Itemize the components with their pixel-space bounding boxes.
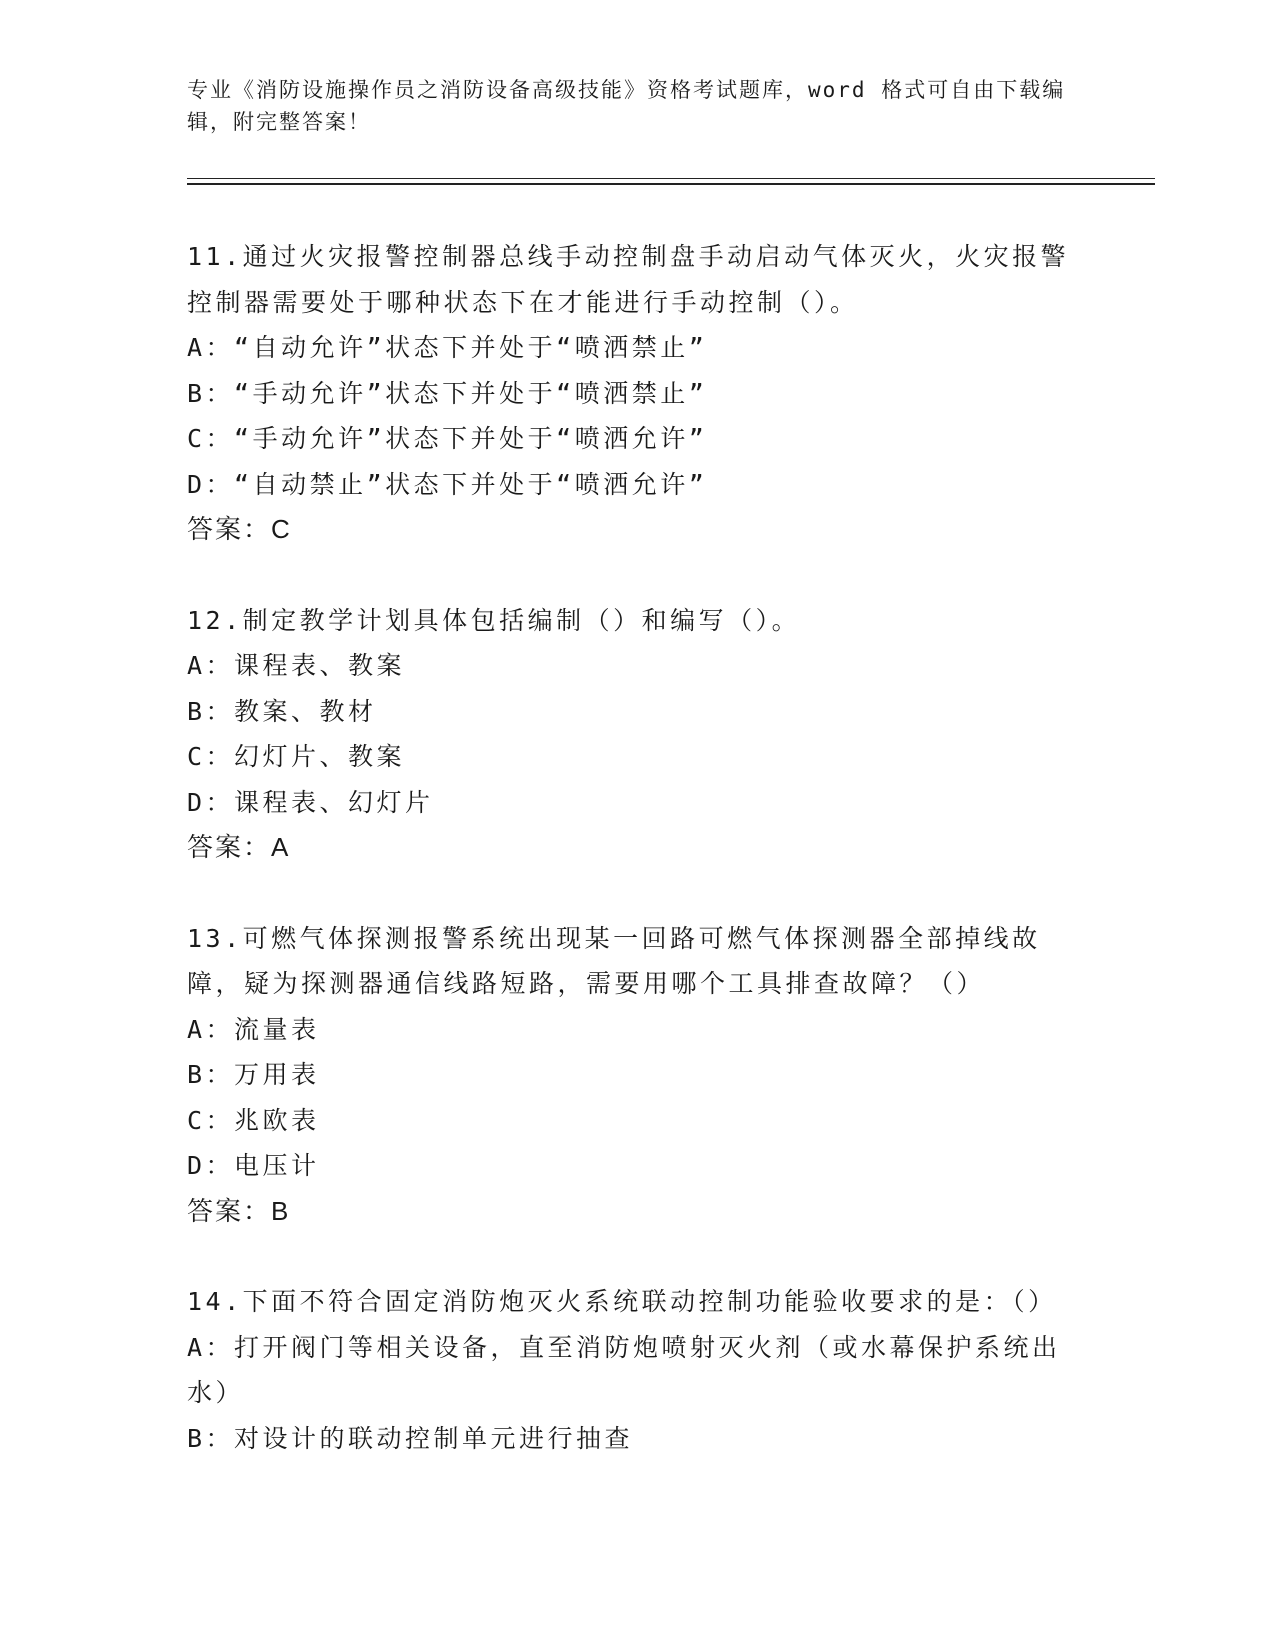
option-c: C：幻灯片、教案 (187, 742, 406, 771)
option-b: B：“手动允许”状态下并处于“喷洒禁止” (187, 378, 708, 408)
option-b: B：万用表 (187, 1060, 320, 1089)
header-divider-thin (187, 178, 1155, 179)
option-a: A：课程表、教案 (187, 651, 406, 680)
question-stem: 11.通过火灾报警控制器总线手动控制盘手动启动气体灭火，火灾报警控制器需要处于哪种状态下在才能进行手动控制（）。 (187, 242, 1070, 317)
answer-label: 答案：B (187, 1195, 291, 1226)
question-13 (187, 916, 1077, 1235)
option-d: D：课程表、幻灯片 (187, 787, 434, 817)
answer-label: 答案：C (187, 514, 292, 544)
option-b: B：教案、教材 (187, 696, 377, 726)
question-stem: 14.下面不符合固定消防炮灭火系统联动控制功能验收要求的是：（） (187, 1287, 1057, 1316)
option-c: C：“手动允许”状态下并处于“喷洒允许” (187, 424, 708, 453)
document-intro: 专业《消防设施操作员之消防设备高级技能》资格考试题库，word 格式可自由下载编辑，附完整答案！ (187, 78, 1066, 134)
question-stem: 13.可燃气体探测报警系统出现某一回路可燃气体探测器全部掉线故障，疑为探测器通信线路短路，需要用哪个工具排查故障？（） (187, 923, 1041, 998)
question-stem: 12.制定教学计划具体包括编制（）和编写（）。 (187, 605, 801, 635)
answer-label: 答案：A (187, 832, 291, 862)
header-divider-thick (187, 183, 1155, 185)
question-list (187, 234, 1077, 1461)
option-c: C：兆欧表 (187, 1105, 320, 1135)
question-12 (187, 598, 1077, 871)
option-d: D：电压计 (187, 1151, 320, 1180)
option-a: A：“自动允许”状态下并处于“喷洒禁止” (187, 333, 708, 362)
question-11 (187, 234, 1077, 553)
question-14 (187, 1279, 1077, 1461)
option-a: A：打开阀门等相关设备，直至消防炮喷射灭火剂（或水幕保护系统出水） (187, 1332, 1061, 1407)
option-d: D：“自动禁止”状态下并处于“喷洒允许” (187, 469, 708, 499)
option-a: A：流量表 (187, 1014, 320, 1044)
option-b: B：对设计的联动控制单元进行抽查 (187, 1423, 634, 1453)
